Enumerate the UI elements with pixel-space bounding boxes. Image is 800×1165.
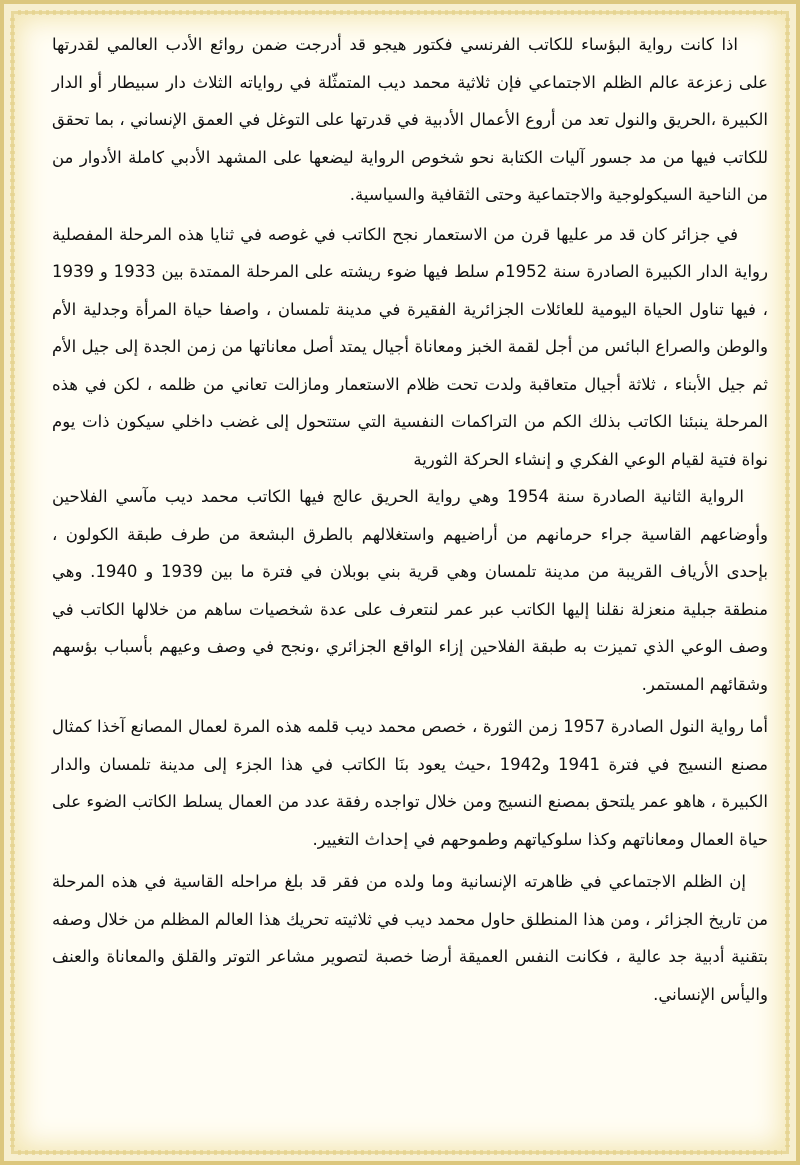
- frame-border-left: [10, 18, 15, 1147]
- paragraph-les-miserables-intro: اذا كانت رواية البؤساء للكاتب الفرنسي فكتور هيجو قد أدرجت ضمن روائع الأدب العالمي لقدرتها على زعزعة عالم الظلم الاجتماعي فإن ثلاثية محمد ديب المتمثّلة في رواياته الثلاث دار سبيطار أو الدار الكبيرة ،الحريق والنول تعد من أروع الأعمال الأدبية في قدرتها على التوغل في العمق الإنساني ، بما تحقق للكاتب فيها من مد جسور آليات الكتابة نحو شخوص الرواية ليضعها على المشهد الأدبي كاملة الأدوار من من الناحية السيكولوجية والاجتماعية وحتى الثقافية والسياسية.: [52, 35, 768, 204]
- paragraph-conclusion: إن الظلم الاجتماعي في ظاهرته الإنسانية وما ولده من فقر قد بلغ مراحله القاسية في هذه المرحلة من تاريخ الجزائر ، ومن هذا المنطلق حاول محمد ديب في ثلاثيته تحريك هذا العالم المظلم من خلال وصفه بتقنية أدبية جد عالية ، فكانت النفس العميقة أرضا خصبة لتصوير مشاعر التوتر والقلق والمعاناة والعنف واليأس الإنساني.: [52, 872, 768, 1004]
- paragraph-al-nawl: أما رواية النول الصادرة 1957 زمن الثورة ، خصص محمد ديب قلمه هذه المرة لعمال المصانع آخذا كمثال مصنع النسيج في فترة 1941 و1942 ،حيث يعود بنَا الكاتب في هذا الجزء إلى مدينة تلمسان والدار الكبيرة ، هاهو عمر يلتحق بمصنع النسيج ومن خلال تواجده رفقة عدد من العمال يسلط الكاتب الضوء على حياة العمال ومعاناتهم وكذا سلوكياتهم وطموحهم في إحداث التغيير.: [52, 717, 768, 849]
- frame-border-top: [18, 10, 782, 15]
- paragraph-dar-sbitar: في جزائر كان قد مر عليها قرن من الاستعمار نجح الكاتب في غوصه في ثنايا هذه المرحلة المفصلية رواية الدار الكبيرة الصادرة سنة 1952م سلط فيها ضوء ريشته على المرحلة الممتدة بين 1933 و 1939 ، فيها تناول الحياة اليومية للعائلات الجزائرية الفقيرة في مدينة تلمسان ، واصفا حياة المرأة وجدلية الأم والوطن والصراع البائس من أجل لقمة الخبز ومعاناة أجيال يمتد أصل معاناتها من زمن الجدة إلى جيل الأم ثم جيل الأبناء ، ثلاثة أجيال متعاقبة ولدت تحت ظلام الاستعمار ومازالت تعاني من ظلمه ، لكن في هذه المرحلة ينبئنا الكاتب بذلك الكم من التراكمات النفسية التي ستتحول إلى غضب داخلي سيكون ذات يوم نواة فتية لقيام الوعي الفكري و إنشاء الحركة الثورية: [52, 224, 768, 469]
- frame-border-right: [785, 18, 790, 1147]
- frame-border-bottom: [18, 1150, 782, 1155]
- paragraph-al-hariq: الرواية الثانية الصادرة سنة 1954 وهي رواية الحريق عالج فيها الكاتب محمد ديب مآسي الفلاحين وأوضاعهم القاسية جراء حرمانهم من أراضيهم واستغلالهم بالطرق البشعة من طرف طبقة الكولون ، بإحدى الأرياف القريبة من مدينة تلمسان وهي قرية بني بوبلان في فترة ما بين 1939 و 1940. وهي منطقة جبلية منعزلة نقلنا إليها الكاتب عبر عمر لنتعرف على عدة شخصيات ساهم من خلالها الكاتب في وصف الوعي الذي تميزت به طبقة الفلاحين إزاء الواقع الجزائري ،ونجح في وصف وعيهم بأسباب بؤسهم وشقائهم المستمر.: [52, 487, 768, 694]
- article-body: [52, 26, 768, 1013]
